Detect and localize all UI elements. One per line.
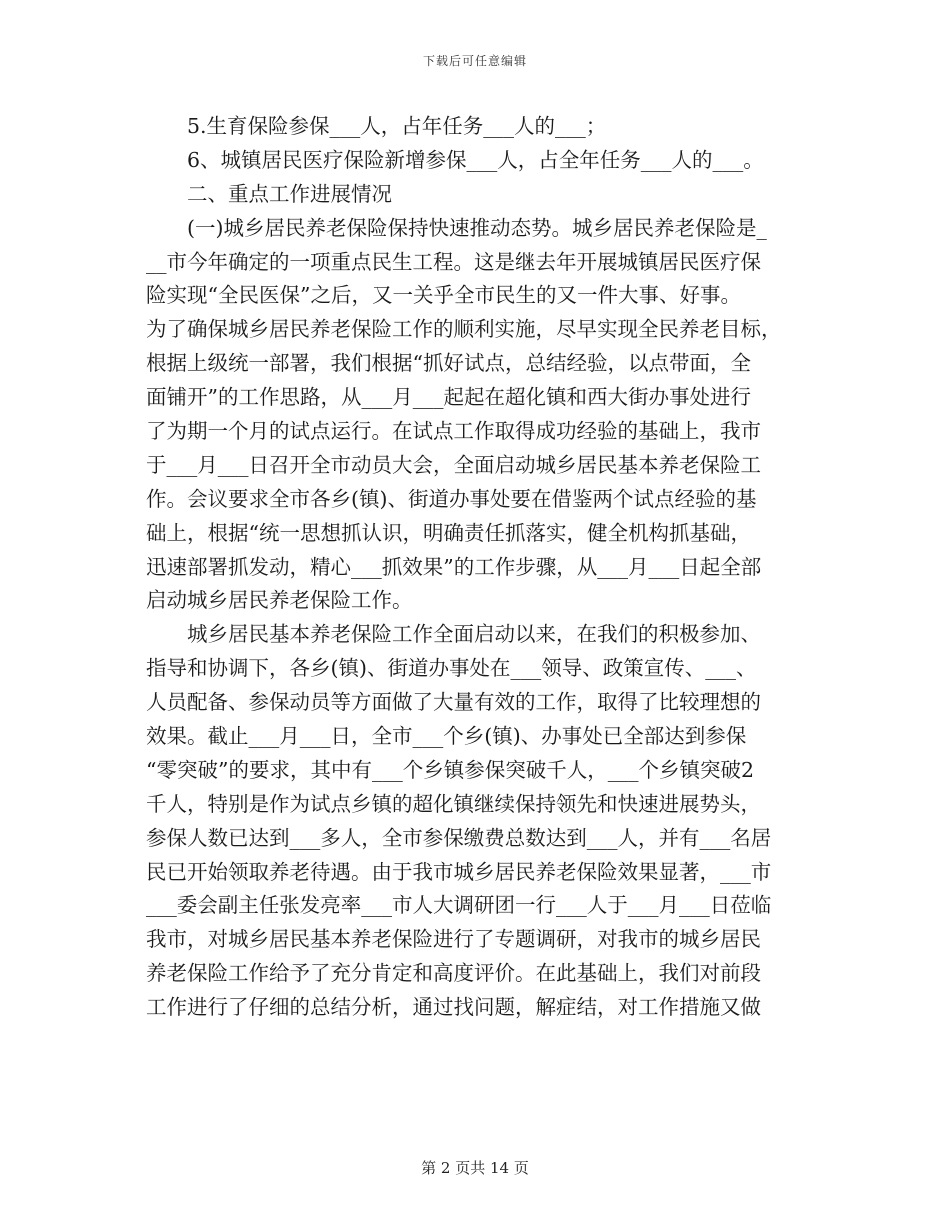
text-line: 我市，对城乡居民基本养老保险进行了专题调研，对我市的城乡居民 <box>146 927 761 952</box>
text-line: __市今年确定的一项重点民生工程。这是继去年开展城镇居民医疗保 <box>146 249 761 274</box>
text-line: 5.生育保险参保___人，占年任务___人的___； <box>187 114 607 138</box>
page-header: 下载后可任意编辑 <box>422 54 527 68</box>
text-line: 工作进行了仔细的总结分析，通过找问题，解症结，对工作措施又做 <box>146 995 761 1020</box>
text-line: 民已开始领取养老待遇。由于我市城乡居民养老保险效果显著，___市 <box>146 859 772 884</box>
text-line: ___委会副主任张发亮率___市人大调研团一行___人于___月___日莅临 <box>146 893 772 918</box>
text-line: 险实现“全民医保”之后，又一关乎全市民生的又一件大事、好事。 <box>146 283 741 308</box>
text-line: 6、城镇居民医疗保险新增参保___人，占全年任务___人的___。 <box>187 147 764 172</box>
text-line: 于___月___日召开全市动员大会，全面启动城乡居民基本养老保险工 <box>146 452 761 477</box>
text-line: 根据上级统一部署，我们根据“抓好试点，总结经验，以点带面，全 <box>146 351 751 376</box>
text-line: 效果。截止___月___日，全市___个乡(镇)、办事处已全部达到参保 <box>146 724 747 749</box>
page-number: 第 2 页共 14 页 <box>421 1159 529 1177</box>
text-line: 二、重点工作进展情况 <box>187 181 392 206</box>
text-line: 础上，根据“统一思想抓认识，明确责任抓落实，健全机构抓基础， <box>146 520 751 545</box>
text-line: 参保人数已达到___多人，全市参保缴费总数达到___人，并有___名居 <box>146 825 772 850</box>
text-line: 指导和协调下，各乡(镇)、街道办事处在___领导、政策宣传、___、 <box>146 656 757 681</box>
text-line: 了为期一个月的试点运行。在试点工作取得成功经验的基础上，我市 <box>146 419 761 444</box>
text-line: (一)城乡居民养老保险保持快速推动态势。城乡居民养老保险是_ <box>187 215 767 240</box>
text-line: 城乡居民基本养老保险工作全面启动以来，在我们的积极参加、 <box>187 622 761 647</box>
text-line: 为了确保城乡居民养老保险工作的顺利实施，尽早实现全民养老目标， <box>146 317 782 342</box>
text-line: 迅速部署抓发动，精心___抓效果”的工作步骤，从___月___日起全部 <box>146 554 762 579</box>
text-line: 人员配备、参保动员等方面做了大量有效的工作，取得了比较理想的 <box>146 690 761 715</box>
text-line: 作。会议要求全市各乡(镇)、街道办事处要在借鉴两个试点经验的基 <box>146 486 757 511</box>
text-line: 面铺开”的工作思路，从___月___起起在超化镇和西大街办事处进行 <box>146 385 751 410</box>
document-body <box>146 110 806 1025</box>
text-line: “零突破”的要求，其中有___个乡镇参保突破千人，___个乡镇突破2 <box>146 757 755 782</box>
text-line: 启动城乡居民养老保险工作。 <box>146 588 413 613</box>
text-line: 千人，特别是作为试点乡镇的超化镇继续保持领先和快速进展势头， <box>146 791 761 816</box>
text-line: 养老保险工作给予了充分肯定和高度评价。在此基础上，我们对前段 <box>146 961 761 986</box>
